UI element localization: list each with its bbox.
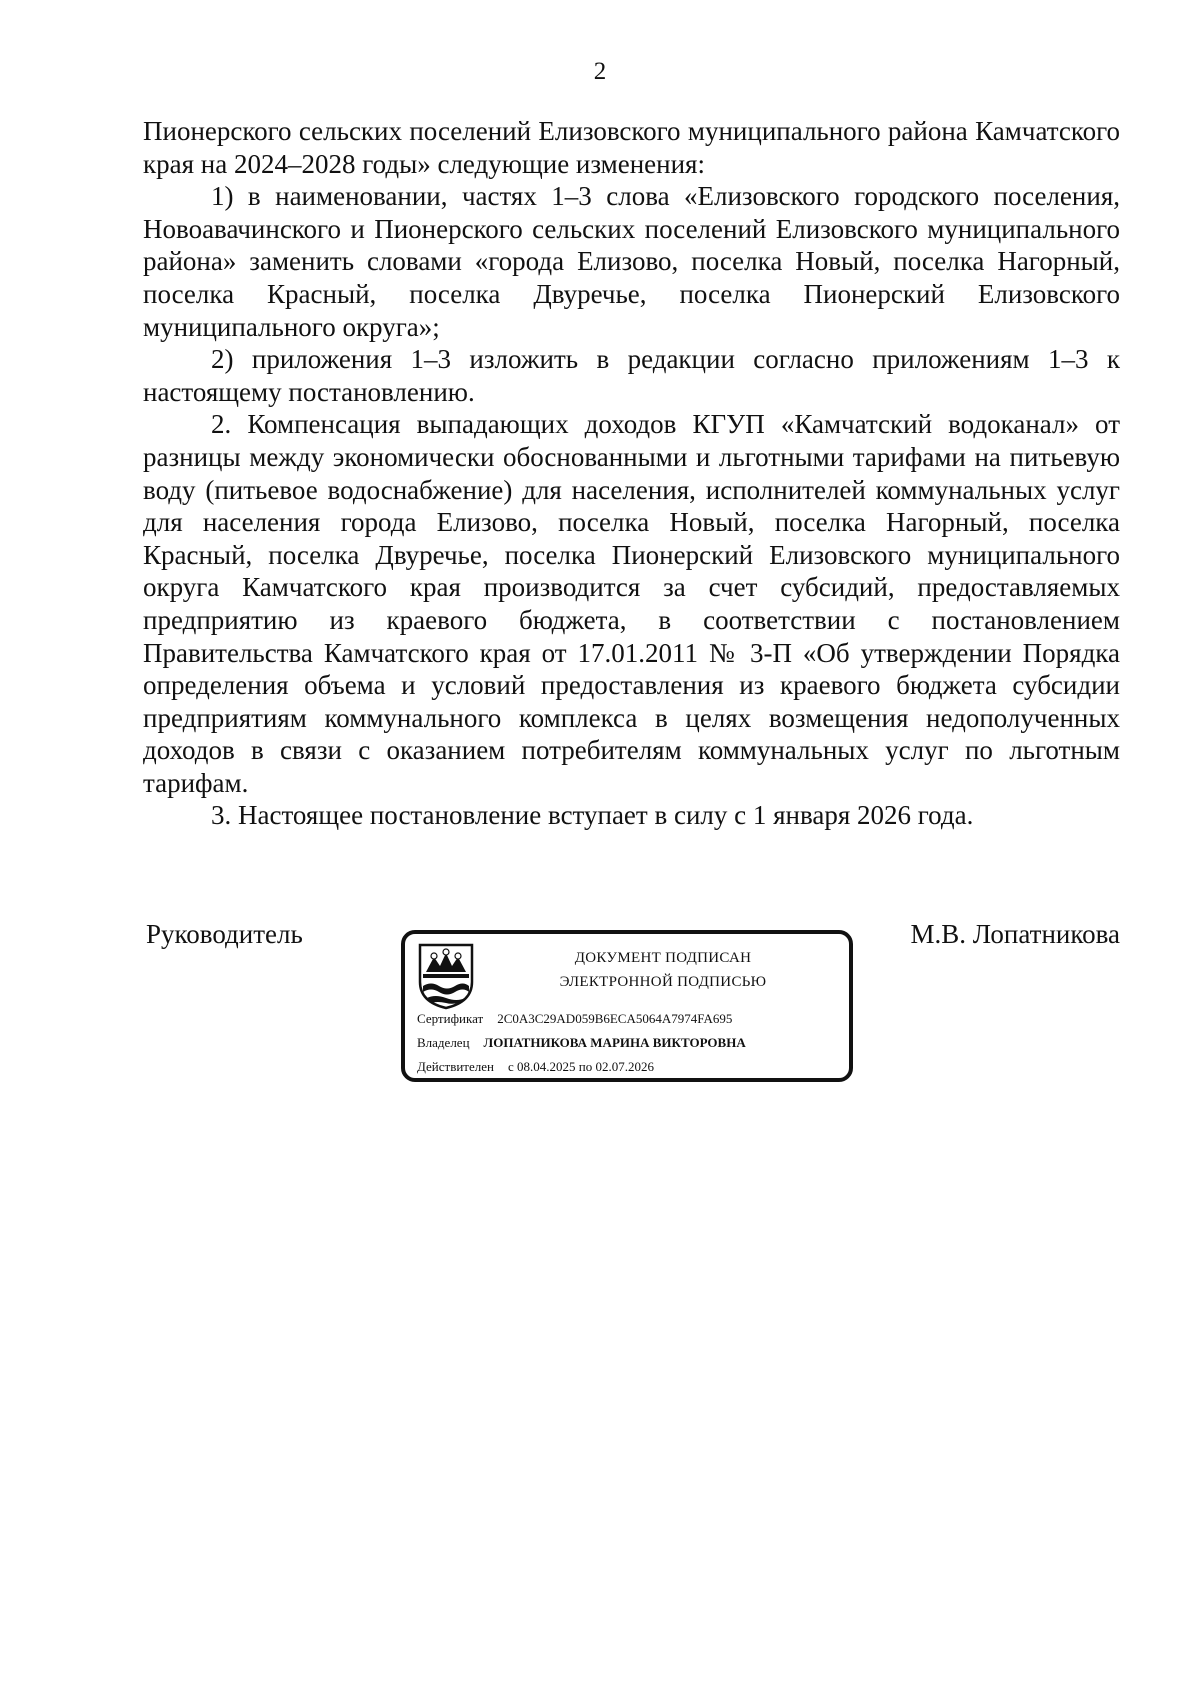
stamp-title-line-2: ЭЛЕКТРОННОЙ ПОДПИСЬЮ — [559, 974, 767, 990]
stamp-owner-value: ЛОПАТНИКОВА МАРИНА ВИКТОРОВНА — [483, 1035, 746, 1050]
paragraph-clause-2: 2. Компенсация выпадающих доходов КГУП «Камчатский водоканал» от разницы между экономически обоснованными и льготными тарифами на питьевую воду (питьевое водоснабжение) для населения, исполнителей коммунальных услуг для населения города Елизово, поселка Новый, поселка Нагорный, поселка Красный, поселка Двуречье, поселка Пионерский Елизовского муниципального округа Камчатского края производится за счет субсидий, предоставляемых предприятию из краевого бюджета, в соответствии с постановлением Правительства Камчатского края от 17.01.2011 № 3-П «Об утверждении Порядка определения объема и условий предоставления из краевого бюджета субсидии предприятиям коммунального комплекса в целях возмещения недополученных доходов в связи с оказанием потребителям коммунальных услуг по льготным тарифам. — [143, 409, 1120, 798]
signatory-position: Руководитель — [146, 919, 303, 949]
stamp-certificate-row — [417, 1010, 732, 1028]
electronic-signature-stamp — [401, 930, 853, 1082]
stamp-certificate-label: Сертификат — [417, 1011, 484, 1026]
signatory-name: М.В. Лопатникова — [910, 919, 1120, 949]
stamp-title — [483, 946, 843, 994]
paragraph-continuation: Пионерского сельских поселений Елизовского муниципального района Камчатского края на 2024–2028 годы» следующие изменения: — [143, 116, 1120, 179]
stamp-owner-row — [417, 1034, 746, 1052]
stamp-title-line-1: ДОКУМЕНТ ПОДПИСАН — [574, 950, 752, 966]
stamp-validity-row — [417, 1058, 654, 1076]
paragraph-item-2: 2) приложения 1–3 изложить в редакции согласно приложениям 1–3 к настоящему постановлению. — [143, 344, 1120, 407]
paragraph-clause-3: 3. Настоящее постановление вступает в силу с 1 января 2026 года. — [211, 800, 974, 831]
paragraph-item-1: 1) в наименовании, частях 1–3 слова «Елизовского городского поселения, Новоавачинского и Пионерского сельских поселений Елизовского муниципального района» заменить словами «города Елизово, поселка Новый, поселка Нагорный, поселка Красный, поселка Двуречье, поселка Пионерский Елизовского муниципального округа»; — [143, 181, 1120, 342]
stamp-validity-value: с 08.04.2025 по 02.07.2026 — [507, 1059, 654, 1074]
stamp-certificate-value: 2C0A3C29AD059B6ECA5064A7974FA695 — [497, 1011, 733, 1026]
kamchatka-coat-of-arms-icon — [417, 942, 475, 1010]
stamp-validity-label: Действителен — [417, 1059, 494, 1074]
page-number: 2 — [593, 58, 607, 85]
document-body — [143, 115, 1120, 832]
stamp-owner-label: Владелец — [417, 1035, 470, 1050]
